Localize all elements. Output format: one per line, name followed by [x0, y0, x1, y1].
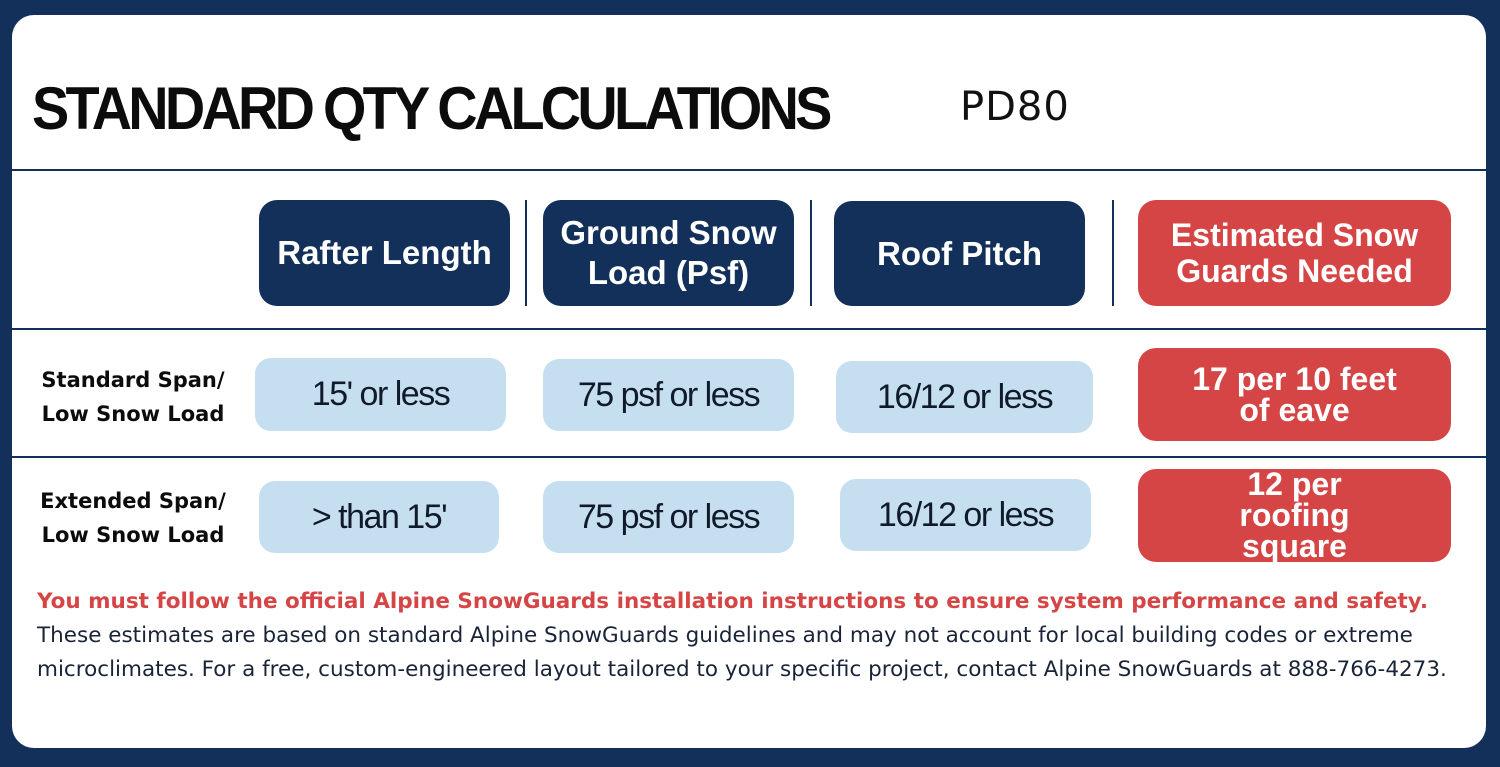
disclaimer: [37, 585, 1457, 687]
column-divider-2: [810, 200, 812, 306]
header-rafter-length: Rafter Length: [259, 200, 510, 306]
row1-ground-snow-load: 75 psf or less: [543, 359, 794, 431]
page-title: STANDARD QTY CALCULATIONS: [32, 75, 829, 142]
row-label-extended-span: Extended Span/ Low Snow Load: [40, 489, 226, 547]
calculation-card: [12, 15, 1486, 748]
model-label: PD80: [960, 84, 1070, 130]
row2-rafter-length: > than 15': [259, 481, 499, 553]
header-estimated-guards: Estimated Snow Guards Needed: [1138, 200, 1451, 306]
row2-ground-snow-load: 75 psf or less: [543, 481, 794, 553]
divider-header: [12, 328, 1486, 330]
disclaimer-warning: You must follow the official Alpine SnowGuards installation instructions to ensure system performance and safety.: [37, 589, 1429, 614]
column-divider-3: [1112, 200, 1114, 306]
disclaimer-body: These estimates are based on standard Alpine SnowGuards guidelines and may not account for local building codes or extreme microclimates. For a free, custom-engineered layout tailored to your specific project, contact Alpine SnowGuards at 888-766-4273.: [37, 623, 1447, 682]
row2-roof-pitch: 16/12 or less: [840, 479, 1091, 551]
row-label-standard-span: Standard Span/ Low Snow Load: [41, 368, 225, 426]
header-roof-pitch: Roof Pitch: [834, 201, 1085, 306]
row1-roof-pitch: 16/12 or less: [836, 361, 1093, 433]
row1-estimated-guards: 17 per 10 feet of eave: [1138, 348, 1451, 441]
row2-estimated-guards: 12 per roofing square: [1138, 469, 1451, 562]
header-ground-snow-load: Ground Snow Load (Psf): [543, 200, 794, 306]
column-divider-1: [525, 200, 527, 306]
divider-top: [12, 169, 1486, 171]
divider-rows: [12, 456, 1486, 458]
row1-rafter-length: 15' or less: [255, 358, 506, 431]
